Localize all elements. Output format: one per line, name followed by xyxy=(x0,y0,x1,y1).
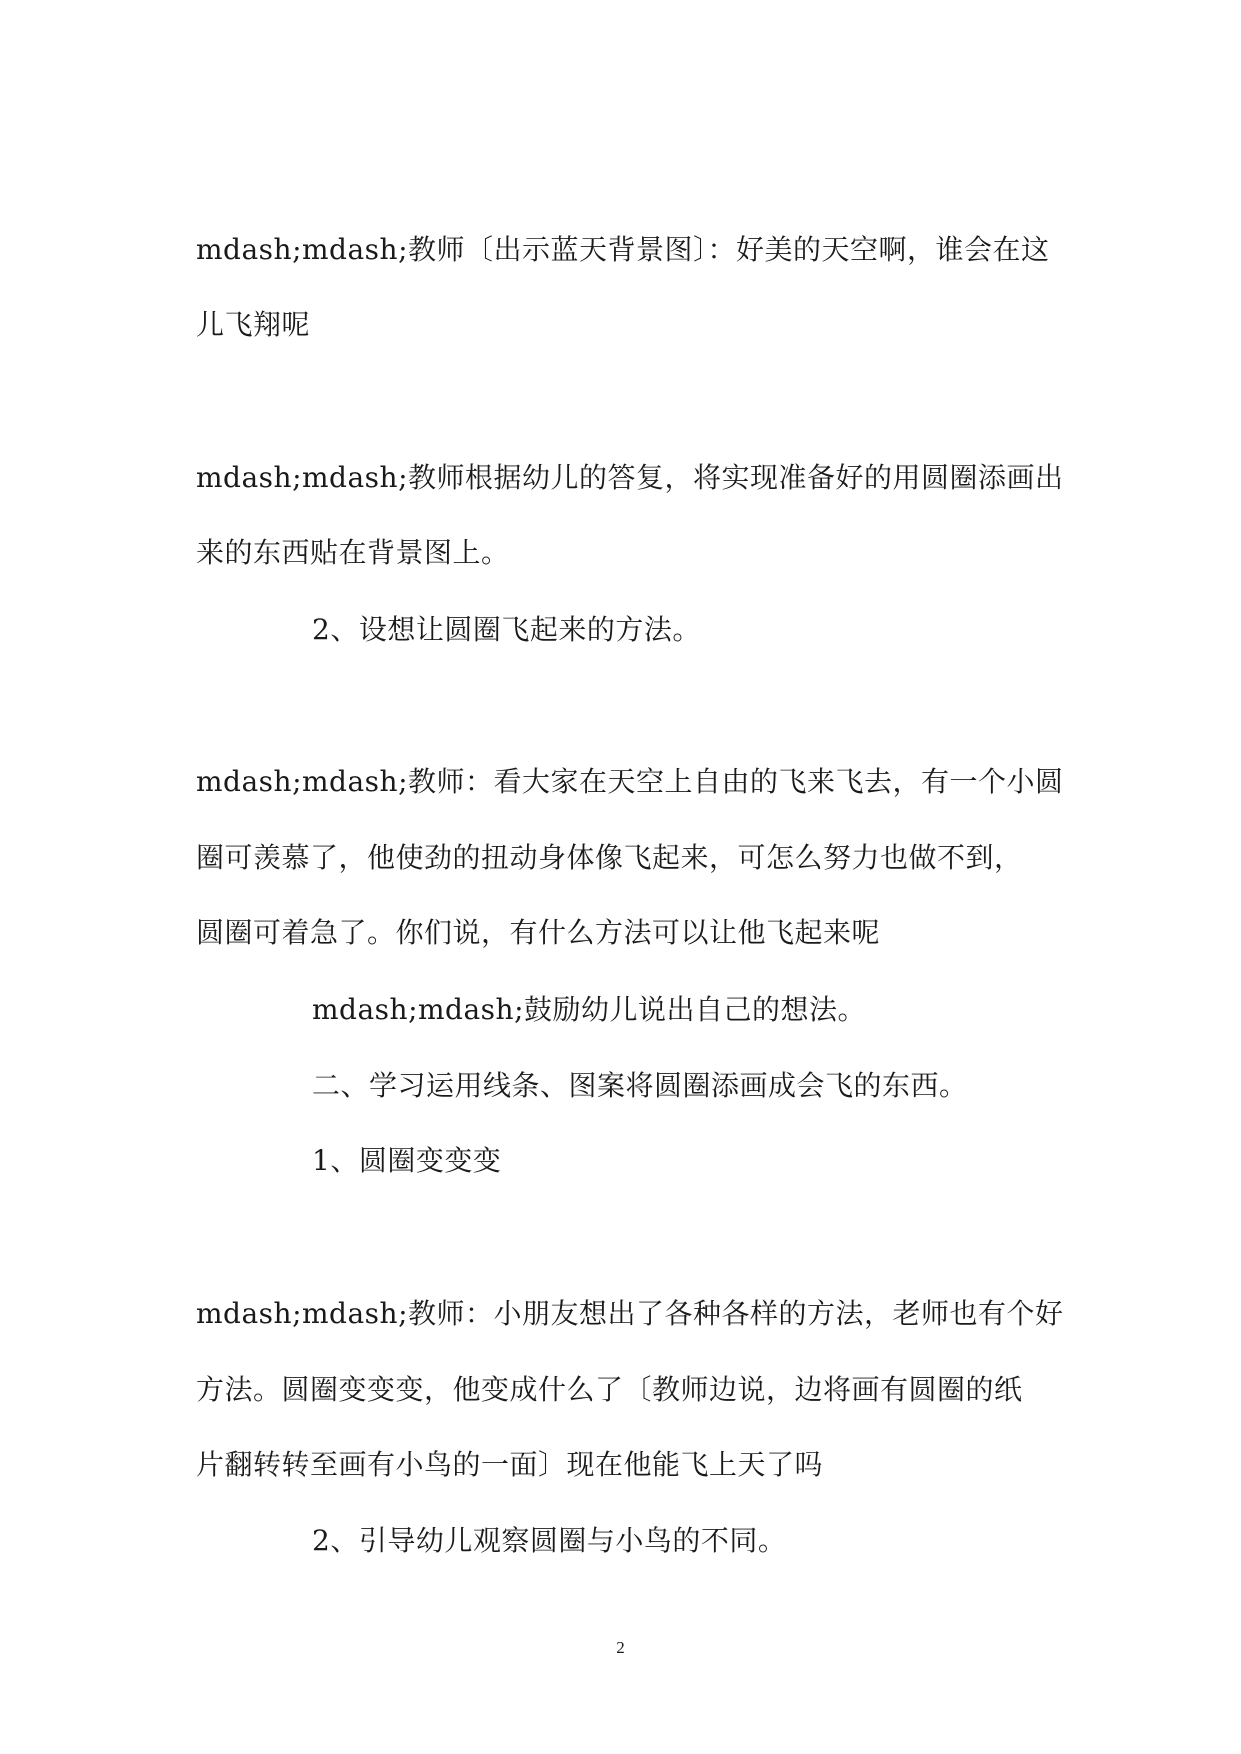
section-heading: 二、学习运用线条、图案将圆圈添画成会飞的东西。 xyxy=(312,1069,968,1102)
text-line: mdash;mdash;教师〔出示蓝天背景图〕：好美的天空啊，谁会在这 xyxy=(196,233,1050,266)
text-line: mdash;mdash;教师：看大家在天空上自由的飞来飞去，有一个小圆 xyxy=(196,765,1064,798)
text-line: mdash;mdash;教师：小朋友想出了各种各样的方法，老师也有个好 xyxy=(196,1297,1064,1330)
text-line: 儿飞翔呢 xyxy=(196,308,311,341)
text-line: 片翻转转至画有小鸟的一面〕现在他能飞上天了吗 xyxy=(196,1448,824,1481)
text-line: mdash;mdash;鼓励幼儿说出自己的想法。 xyxy=(312,993,867,1026)
text-line: 方法。圆圈变变变，他变成什么了〔教师边说，边将画有圆圈的纸 xyxy=(196,1373,1023,1406)
text-line: mdash;mdash;教师根据幼儿的答复，将实现准备好的用圆圈添画出 xyxy=(196,461,1064,494)
section-heading: 2、设想让圆圈飞起来的方法。 xyxy=(312,613,701,646)
section-heading: 1、圆圈变变变 xyxy=(312,1144,502,1177)
section-heading: 2、引导幼儿观察圆圈与小鸟的不同。 xyxy=(312,1524,787,1557)
text-line: 圆圈可着急了。你们说，有什么方法可以让他飞起来呢 xyxy=(196,916,881,949)
page-number: 2 xyxy=(616,1638,625,1657)
text-line: 来的东西贴在背景图上。 xyxy=(196,536,510,569)
text-line: 圈可羡慕了，他使劲的扭动身体像飞起来，可怎么努力也做不到， xyxy=(196,841,1023,874)
